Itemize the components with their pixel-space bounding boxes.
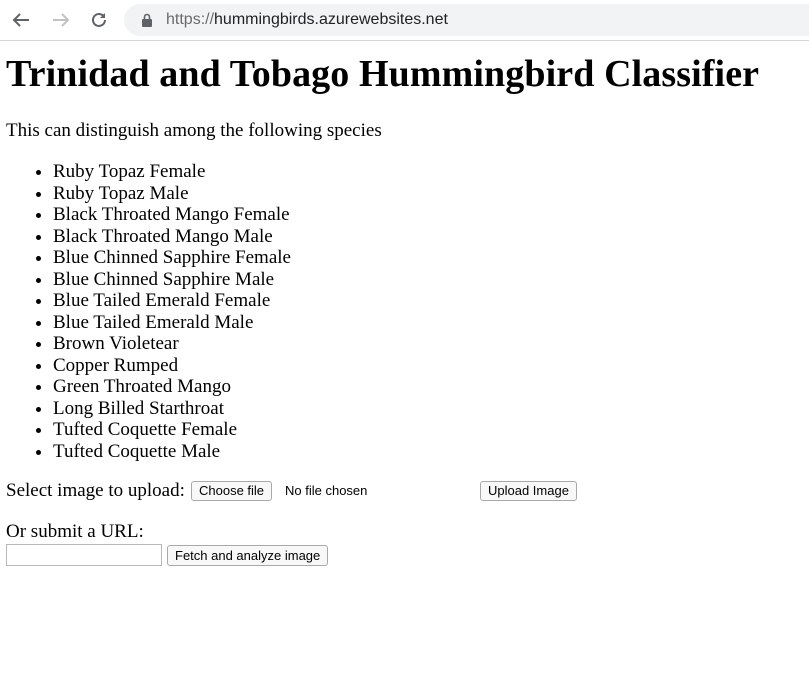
species-item: • Blue Chinned Sapphire Female xyxy=(53,247,291,269)
species-item: • Ruby Topaz Male xyxy=(53,183,291,205)
species-item: • Green Throated Mango xyxy=(53,376,291,398)
forward-arrow-icon[interactable] xyxy=(48,7,74,33)
url-input[interactable] xyxy=(6,544,162,566)
url-form-label: Or submit a URL: xyxy=(6,521,144,542)
url-host: hummingbirds.azurewebsites.net xyxy=(214,11,448,28)
address-bar[interactable] xyxy=(124,4,809,36)
reload-icon[interactable] xyxy=(86,7,112,33)
address-url[interactable] xyxy=(166,11,448,29)
species-item: • Blue Tailed Emerald Male xyxy=(53,312,291,334)
page-title: Trinidad and Tobago Hummingbird Classifier xyxy=(6,53,760,95)
species-item: • Black Throated Mango Male xyxy=(53,226,291,248)
choose-file-button[interactable]: Choose file xyxy=(191,481,272,501)
species-item: • Brown Violetear xyxy=(53,333,291,355)
intro-text: This can distinguish among the following species xyxy=(6,120,382,141)
species-item: • Black Throated Mango Female xyxy=(53,204,291,226)
species-list xyxy=(6,161,291,462)
browser-toolbar xyxy=(0,0,809,41)
file-status: No file chosen xyxy=(285,483,368,498)
species-item: • Ruby Topaz Female xyxy=(53,161,291,183)
species-item: • Blue Tailed Emerald Female xyxy=(53,290,291,312)
fetch-analyze-button[interactable]: Fetch and analyze image xyxy=(167,545,328,566)
lock-icon xyxy=(142,13,152,27)
species-item: • Copper Rumped xyxy=(53,355,291,377)
url-scheme: https:// xyxy=(166,11,215,28)
species-item: • Long Billed Starthroat xyxy=(53,398,291,420)
species-item: • Blue Chinned Sapphire Male xyxy=(53,269,291,291)
species-item: • Tufted Coquette Female xyxy=(53,419,291,441)
species-item: • Tufted Coquette Male xyxy=(53,441,291,463)
upload-label: Select image to upload: xyxy=(6,480,185,501)
back-arrow-icon[interactable] xyxy=(8,7,34,33)
upload-image-button[interactable]: Upload Image xyxy=(480,481,577,501)
upload-form xyxy=(6,479,806,503)
